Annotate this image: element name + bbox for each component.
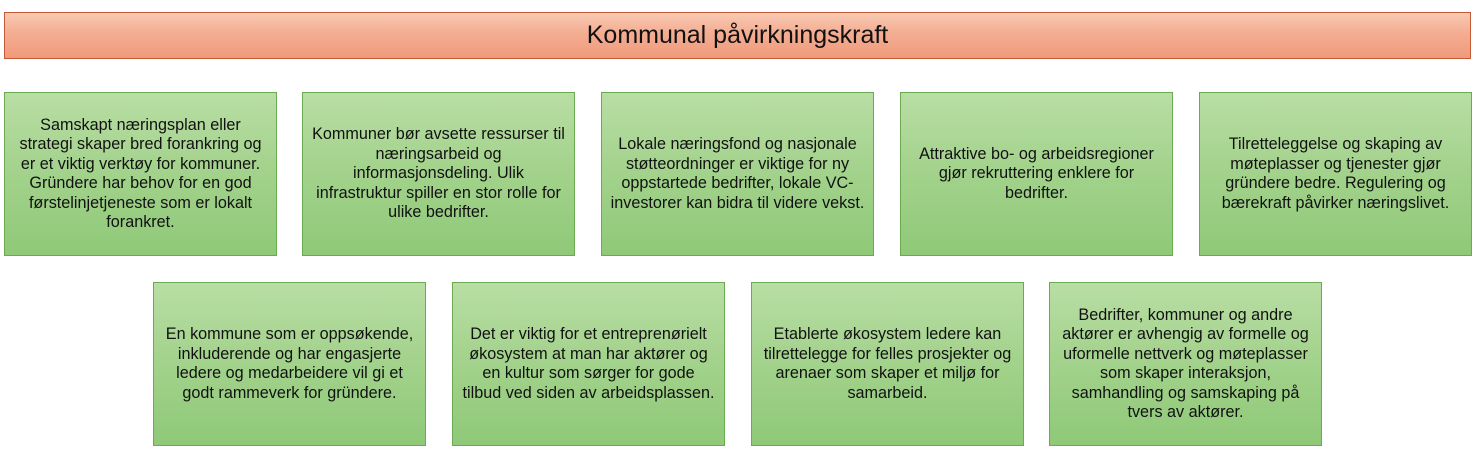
card-outreaching-municipality: En kommune som er oppsøkende, inkluderende og har engasjerte ledere og medarbeidere vil gi et godt rammeverk for gründere. — [153, 282, 426, 446]
card-shared-business-plan: Samskapt næringsplan eller strategi skaper bred forankring og er et viktig verktøy for kommuner. Gründere har behov for en god førstelinjetjeneste som er lokalt forankret. — [4, 92, 277, 256]
card-networks: Bedrifter, kommuner og andre aktører er avhengig av formelle og uformelle nettverk og møteplasser som skaper interaksjon, samhandling og samskaping på tvers av aktører. — [1049, 282, 1322, 446]
diagram-title: Kommunal påvirkningskraft — [4, 12, 1471, 59]
card-entrepreneurial-culture: Det er viktig for et entreprenørielt økosystem at man har aktører og en kultur som sørger for gode tilbud ved siden av arbeidsplassen. — [452, 282, 725, 446]
card-meeting-places-regulation: Tilretteleggelse og skaping av møteplasser og tjenester gjør gründere bedre. Regulering og bærekraft påvirker næringslivet. — [1199, 92, 1472, 256]
card-resources-infrastructure: Kommuner bør avsette ressurser til næringsarbeid og informasjonsdeling. Ulik infrastruktur spiller en stor rolle for ulike bedrifter. — [302, 92, 575, 256]
card-ecosystem-leaders: Etablerte økosystem ledere kan tilrettelegge for felles prosjekter og arenaer som skaper et miljø for samarbeid. — [751, 282, 1024, 446]
card-funding: Lokale næringsfond og nasjonale støtteordninger er viktige for ny oppstartede bedrifter, lokale VC-investorer kan bidra til videre vekst. — [601, 92, 874, 256]
card-attractive-regions: Attraktive bo- og arbeidsregioner gjør rekruttering enklere for bedrifter. — [900, 92, 1173, 256]
